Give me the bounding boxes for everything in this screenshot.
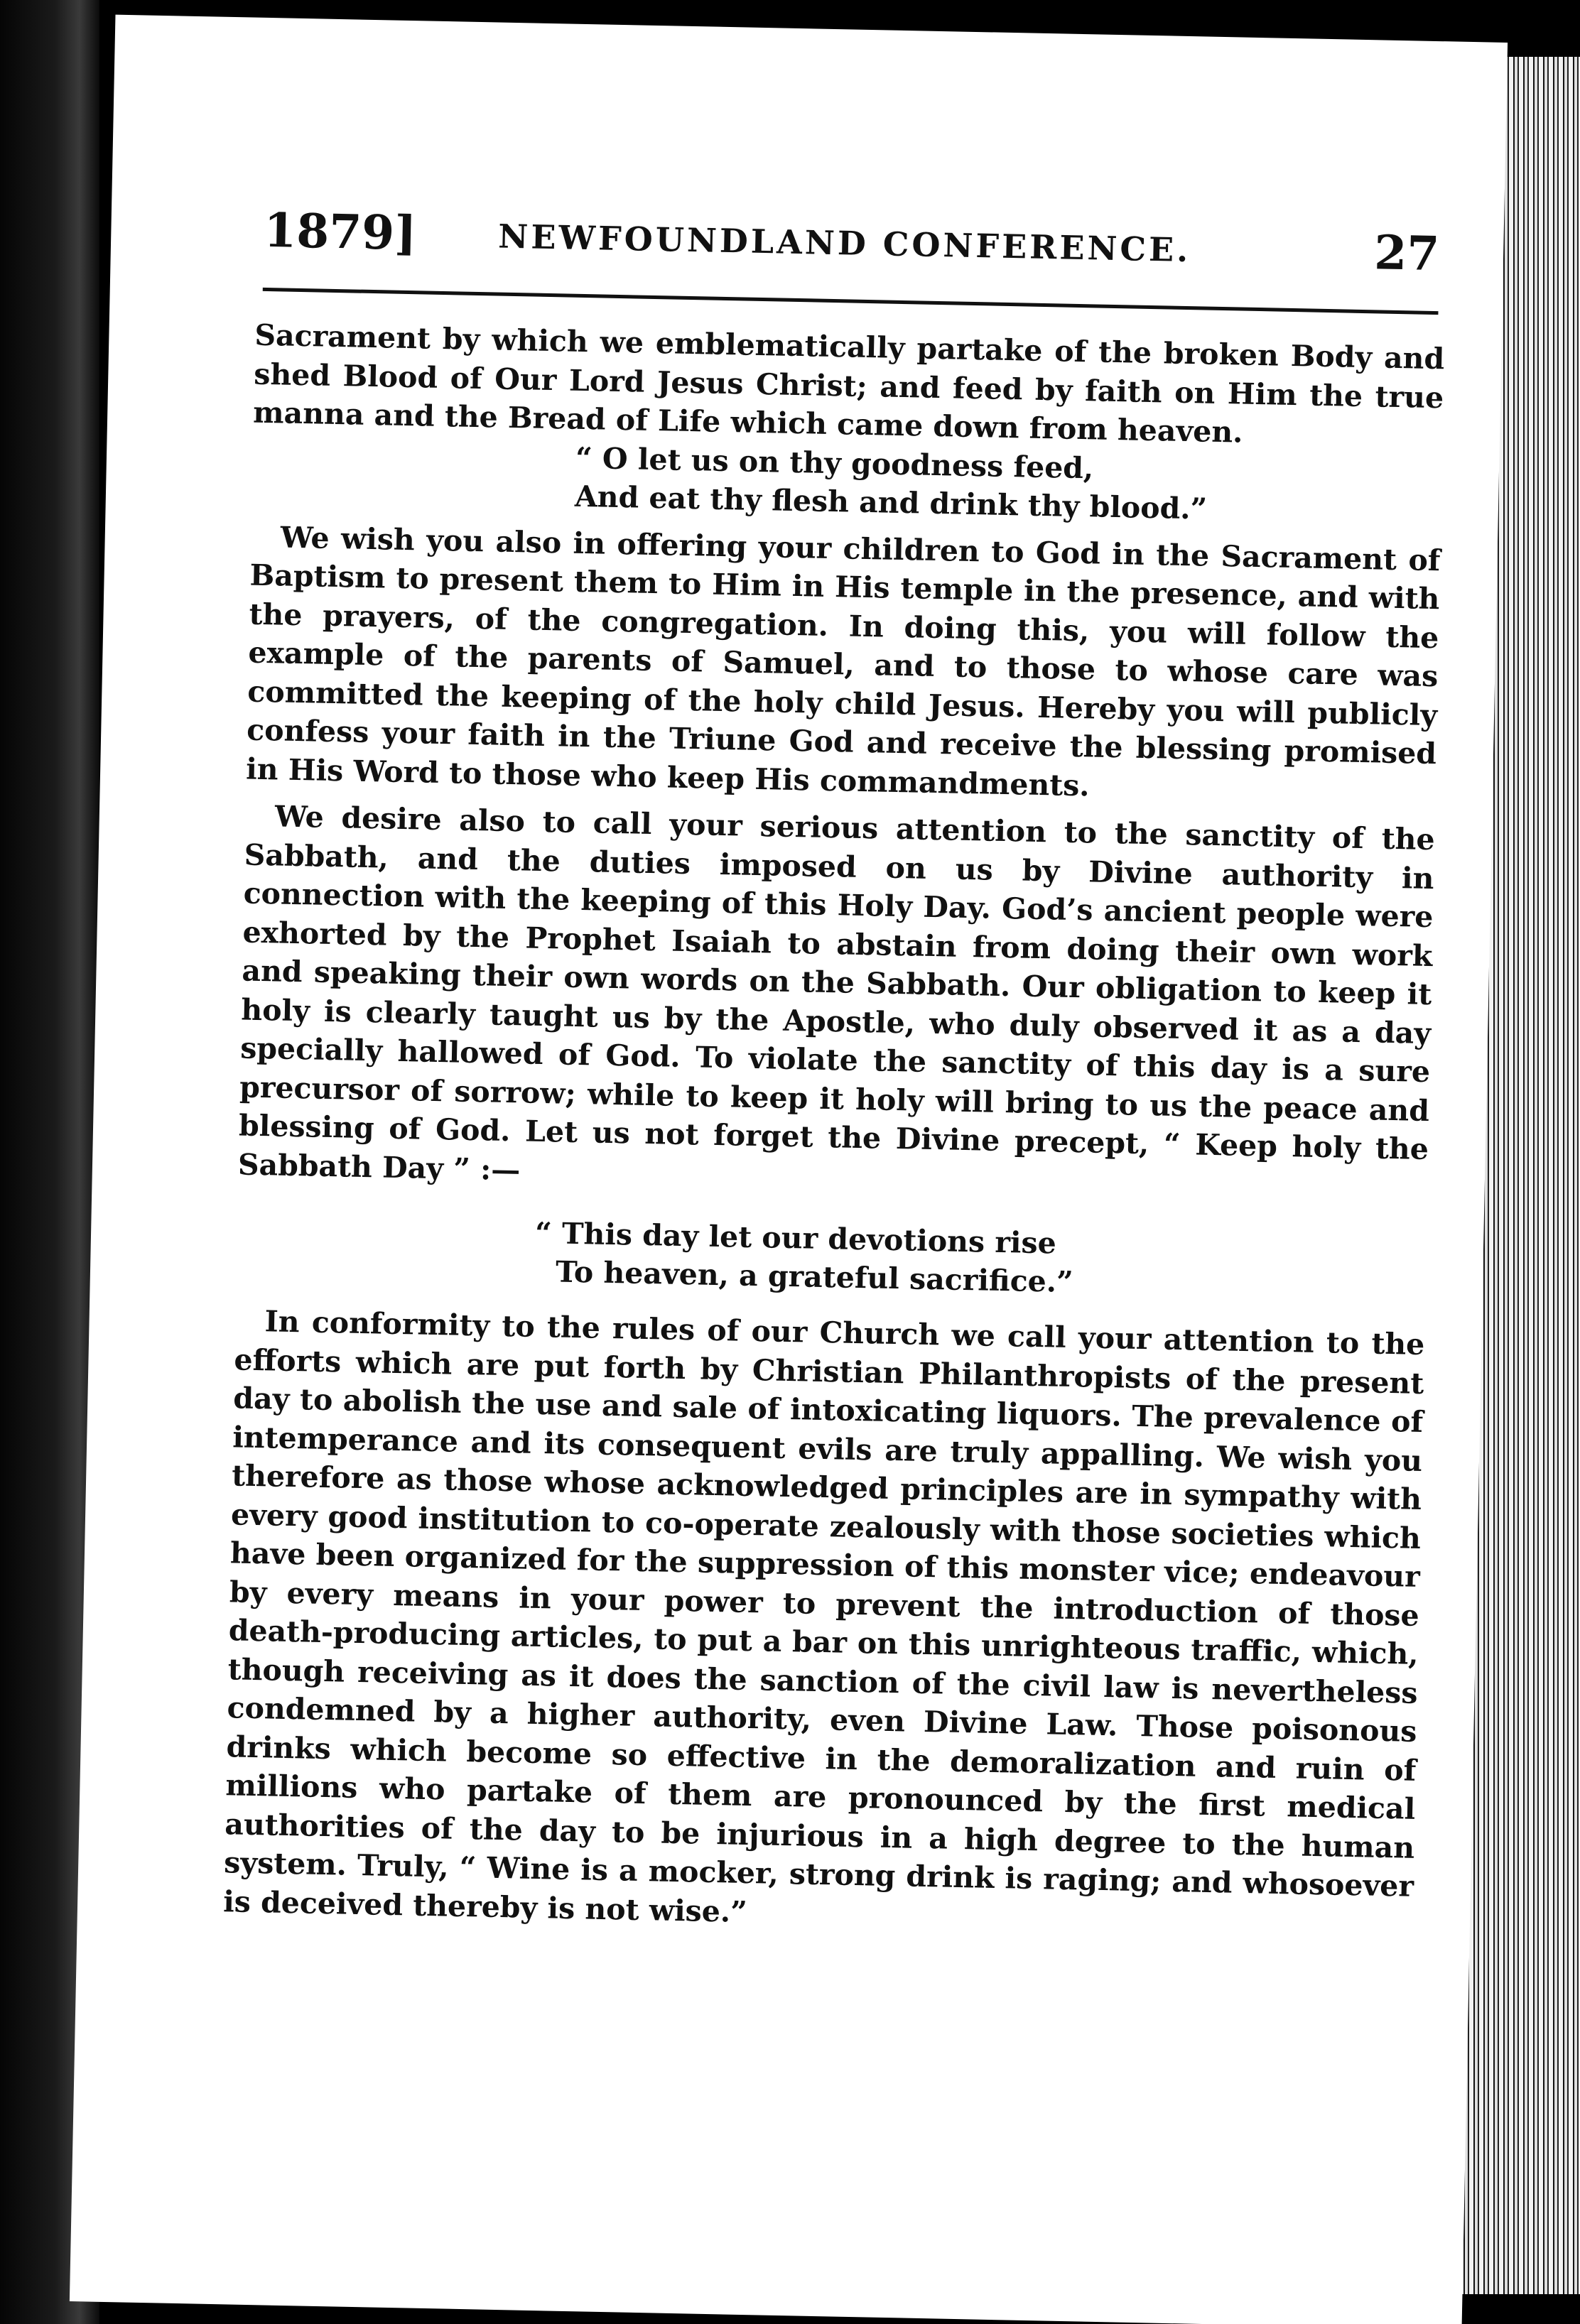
verse-2-line-1: “ This day let our devotions rise [534, 1215, 1057, 1261]
verse-quote-2 [236, 1207, 1427, 1308]
verse-1-line-2: And eat thy flesh and drink thy blood.” [574, 479, 1208, 526]
paragraph-temperance: In conformity to the rules of our Church we call your attention to the efforts which are put forth by Christian Philanthropists of the present day to abolish the use and sale of intoxicating liquors. The prevalence of intemperance and its consequent evils are truly appalling. We wish you therefore as those whose acknowledged principles are in sympathy with every good institution to co-operate zealously with those societies which have been organized for the suppression of this monster vice; endeavour by every means in your power to prevent the introduction of those death-producing articles, to put a bar on this unrighteous traffic, which, though receiving as it does the sanction of the civil law is nevertheless condemned by a higher authority, even Divine Law. Those poisonous drinks which become so effective in the demoralization and ruin of millions who partake of them are pronounced by the first medical authorities of the day to be injurious in a high degree to the human system. Truly, “ Wine is a mocker, strong drink is raging; and whosoever is deceived thereby is not wise.” [222, 1304, 1425, 1929]
verse-2-line-2: To heaven, a grateful sacrifice.” [555, 1254, 1074, 1300]
page-number: 27 [1373, 224, 1440, 282]
verse-1-line-1: “ O let us on thy goodness feed, [575, 440, 1094, 485]
running-header [263, 202, 1440, 311]
paragraph-sabbath: We desire also to call your serious attention to the sanctity of the Sabbath, and the duties imposed on us by Divine authority in connection with the keeping of this Holy Day. God’s ancient people were exhorted by the Prophet Isaiah to abstain from doing their own work and speaking their own words on the Sabbath. Our obligation to keep it holy is clearly taught us by the Apostle, who duly observed it as a day specially hallowed of God. To violate the sanctity of this day is a sure precursor of sorrow; while to keep it holy will bring to us the peace and blessing of God. Let us not forget the Divine precept, “ Keep holy the Sabbath Day ” :— [237, 799, 1436, 1187]
paragraph-baptism: We wish you also in offering your children to God in the Sacrament of Baptism to present them to Him in His temple in the presence, and with the prayers, of the congregation. In doing this, you will follow the example of the parents of Samuel, and to those to whose care was committed the keeping of the holy child Jesus. Hereby you will publicly confess your faith in the Triune God and receive the blessing promised in His Word to those who keep His commandments. [245, 519, 1441, 803]
page-sheet [70, 15, 1508, 2324]
header-year: 1879] [263, 202, 418, 261]
header-title: NEWFOUNDLAND CONFERENCE. [497, 217, 1191, 270]
page-body [223, 316, 1445, 1945]
paragraph-sacrament: Sacrament by which we emblematically partake of the broken Body and shed Blood of Our Lord Jesus Christ; and feed by faith on Him the true manna and the Bread of Life which came down from heaven. [252, 317, 1445, 450]
